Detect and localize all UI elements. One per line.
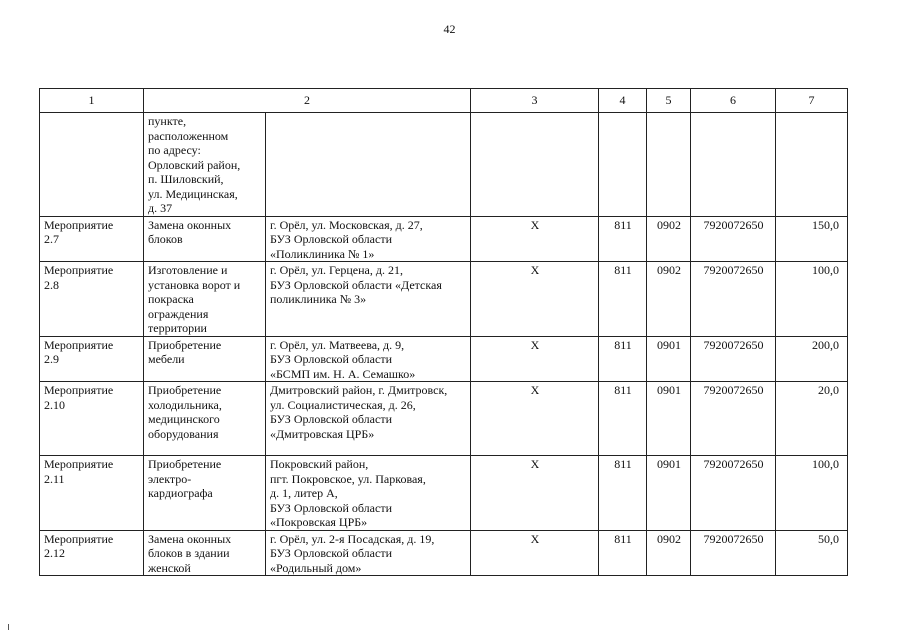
table-row (40, 530, 848, 576)
budget-table (39, 88, 848, 576)
cell-c3 (471, 113, 599, 217)
cell-c5 (647, 113, 691, 217)
cell-c5: 0902 (647, 216, 691, 262)
cell-description: Изготовление и установка ворот и покраска ограждения территории (144, 262, 266, 337)
cell-c3: Х (471, 530, 599, 576)
cell-c6: 7920072650 (691, 336, 776, 382)
margin-mark (8, 624, 9, 630)
cell-c3: Х (471, 216, 599, 262)
cell-c7: 200,0 (776, 336, 848, 382)
cell-c4: 811 (599, 336, 647, 382)
cell-c3: Х (471, 456, 599, 531)
cell-description: Приобретение мебели (144, 336, 266, 382)
cell-c5: 0902 (647, 262, 691, 337)
cell-c6: 7920072650 (691, 216, 776, 262)
cell-description: Замена оконных блоков (144, 216, 266, 262)
cell-c5: 0901 (647, 456, 691, 531)
cell-c6 (691, 113, 776, 217)
cell-c5: 0901 (647, 382, 691, 456)
table-row-continuation (40, 113, 848, 217)
cell-c4 (599, 113, 647, 217)
header-col-5: 5 (647, 89, 691, 113)
cell-c7: 100,0 (776, 456, 848, 531)
cell-c4: 811 (599, 530, 647, 576)
header-col-3: 3 (471, 89, 599, 113)
cell-address: Покровский район, пгт. Покровское, ул. Парковая, д. 1, литер А, БУЗ Орловской области «Покровская ЦРБ» (266, 456, 471, 531)
cell-c5: 0902 (647, 530, 691, 576)
cell-c6: 7920072650 (691, 382, 776, 456)
header-col-6: 6 (691, 89, 776, 113)
cell-c4: 811 (599, 216, 647, 262)
cell-c6: 7920072650 (691, 456, 776, 531)
cell-c7: 100,0 (776, 262, 848, 337)
cell-c3: Х (471, 382, 599, 456)
table-header-row (40, 89, 848, 113)
cell-event: Мероприятие 2.7 (40, 216, 144, 262)
cell-c7: 20,0 (776, 382, 848, 456)
cell-event: Мероприятие 2.12 (40, 530, 144, 576)
cell-c7: 150,0 (776, 216, 848, 262)
cell-c7: 50,0 (776, 530, 848, 576)
cell-event: Мероприятие 2.10 (40, 382, 144, 456)
cell-c4: 811 (599, 382, 647, 456)
cell-c7 (776, 113, 848, 217)
header-col-4: 4 (599, 89, 647, 113)
header-col-1: 1 (40, 89, 144, 113)
cell-address: Дмитровский район, г. Дмитровск, ул. Социалистическая, д. 26, БУЗ Орловской области «Дмитровская ЦРБ» (266, 382, 471, 456)
cell-description: Приобретение холодильника, медицинского оборудования (144, 382, 266, 456)
cell-description: пункте, расположенном по адресу: Орловский район, п. Шиловский, ул. Медицинская, д. 37 (144, 113, 266, 217)
table-row (40, 262, 848, 337)
page-number: 42 (443, 22, 456, 36)
cell-address: г. Орёл, ул. 2-я Посадская, д. 19, БУЗ Орловской области «Родильный дом» (266, 530, 471, 576)
cell-c4: 811 (599, 456, 647, 531)
cell-c6: 7920072650 (691, 530, 776, 576)
cell-description: Замена оконных блоков в здании женской (144, 530, 266, 576)
cell-description: Приобретение электро- кардиографа (144, 456, 266, 531)
cell-c5: 0901 (647, 336, 691, 382)
cell-address (266, 113, 471, 217)
table-row (40, 382, 848, 456)
header-col-2: 2 (144, 89, 471, 113)
cell-address: г. Орёл, ул. Герцена, д. 21, БУЗ Орловской области «Детская поликлиника № 3» (266, 262, 471, 337)
cell-event: Мероприятие 2.8 (40, 262, 144, 337)
cell-address: г. Орёл, ул. Матвеева, д. 9, БУЗ Орловской области «БСМП им. Н. А. Семашко» (266, 336, 471, 382)
table-row (40, 336, 848, 382)
cell-c3: Х (471, 336, 599, 382)
table-row (40, 456, 848, 531)
cell-address: г. Орёл, ул. Московская, д. 27, БУЗ Орловской области «Поликлиника № 1» (266, 216, 471, 262)
cell-event: Мероприятие 2.11 (40, 456, 144, 531)
header-col-7: 7 (776, 89, 848, 113)
cell-c6: 7920072650 (691, 262, 776, 337)
cell-event: Мероприятие 2.9 (40, 336, 144, 382)
cell-c4: 811 (599, 262, 647, 337)
cell-event (40, 113, 144, 217)
table-row (40, 216, 848, 262)
cell-c3: Х (471, 262, 599, 337)
